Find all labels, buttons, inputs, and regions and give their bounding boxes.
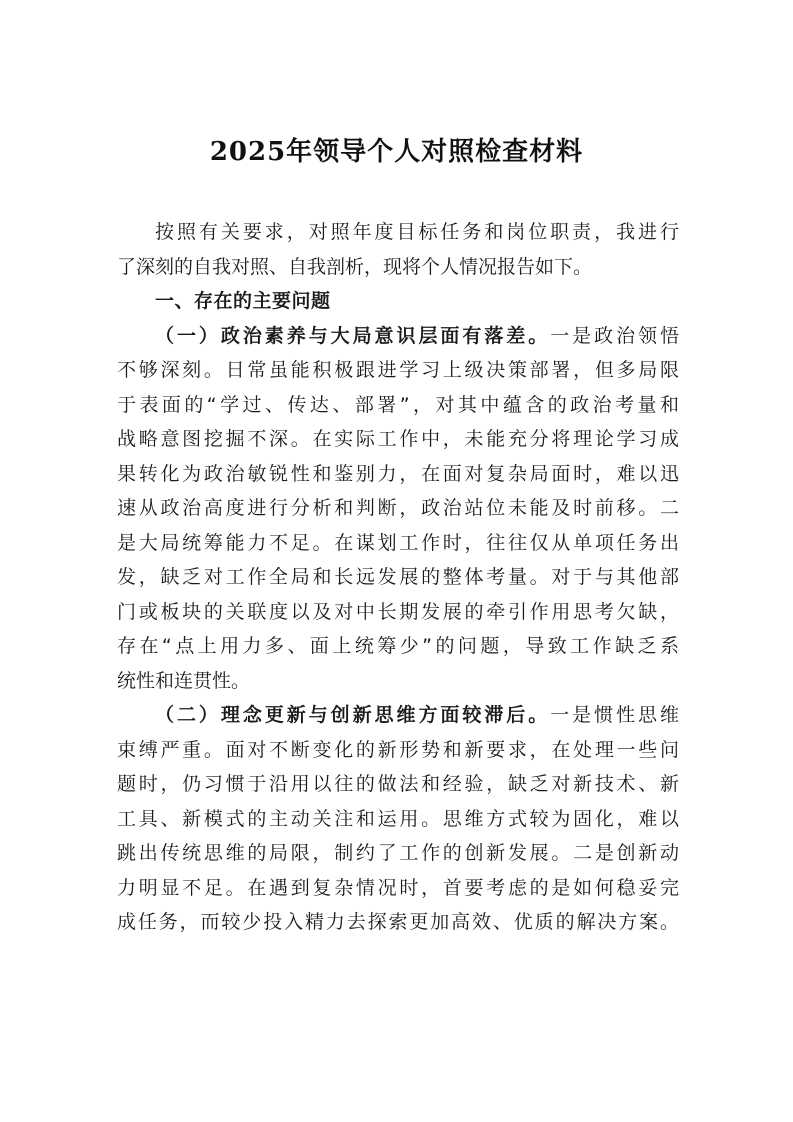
document-title: 2025年领导个人对照检查材料 bbox=[209, 137, 584, 167]
para1-line-10: 存在“点上用力多、面上统筹少”的问题，导致工作缺乏系 bbox=[117, 635, 679, 657]
para2-line-1 bbox=[117, 698, 679, 733]
para1-line-11: 统性和连贯性。 bbox=[117, 669, 251, 692]
para1-line-8: 发，缺乏对工作全局和长远发展的整体考量。对于与其他部 bbox=[117, 566, 679, 588]
intro-line-2: 了深刻的自我对照、自我剖析，现将个人情况报告如下。 bbox=[117, 255, 593, 278]
para1-line-9: 门或板块的关联度以及对中长期发展的牵引作用思考欠缺， bbox=[117, 600, 679, 623]
para1-subheading: （一）政治素养与大局意识层面有落差。 bbox=[155, 324, 551, 347]
para2-line-3: 题时，仍习惯于沿用以往的做法和经验，缺乏对新技术、新 bbox=[117, 773, 679, 795]
intro-line-1: 按照有关要求，对照年度目标任务和岗位职责，我进行 bbox=[155, 221, 679, 243]
para1-line-1-text: 一是政治领悟 bbox=[550, 324, 679, 347]
para2-line-4: 工具、新模式的主动关注和运用。思维方式较为固化，难以 bbox=[117, 807, 679, 830]
document-body bbox=[117, 215, 679, 940]
section-heading: 一、存在的主要问题 bbox=[155, 290, 331, 312]
para2-line-5: 跳出传统思维的局限，制约了工作的创新发展。二是创新动 bbox=[117, 842, 679, 864]
para2-line-6: 力明显不足。在遇到复杂情况时，首要考虑的是如何稳妥完 bbox=[117, 876, 679, 899]
para2-line-2: 束缚严重。面对不断变化的新形势和新要求，在处理一些问 bbox=[117, 738, 679, 761]
para1-line-3: 于表面的“学过、传达、部署”，对其中蕴含的政治考量和 bbox=[117, 393, 679, 416]
para1-line-6: 速从政治高度进行分析和判断，政治站位未能及时前移。二 bbox=[117, 497, 679, 519]
para2-subheading: （二）理念更新与创新思维方面较滞后。 bbox=[155, 704, 551, 726]
para1-line-7: 是大局统筹能力不足。在谋划工作时，往往仅从单项任务出 bbox=[117, 531, 679, 554]
para2-line-1-text: 一是惯性思维 bbox=[550, 704, 679, 726]
para1-line-1 bbox=[117, 319, 679, 354]
para2-line-7: 成任务，而较少投入精力去探索更加高效、优质的解决方案。 bbox=[117, 911, 679, 933]
para1-line-5: 果转化为政治敏锐性和鉴别力，在面对复杂局面时，难以迅 bbox=[117, 462, 679, 485]
para1-line-2: 不够深刻。日常虽能积极跟进学习上级决策部署，但多局限 bbox=[117, 359, 679, 381]
para1-line-4: 战略意图挖掘不深。在实际工作中，未能充分将理论学习成 bbox=[117, 428, 679, 450]
